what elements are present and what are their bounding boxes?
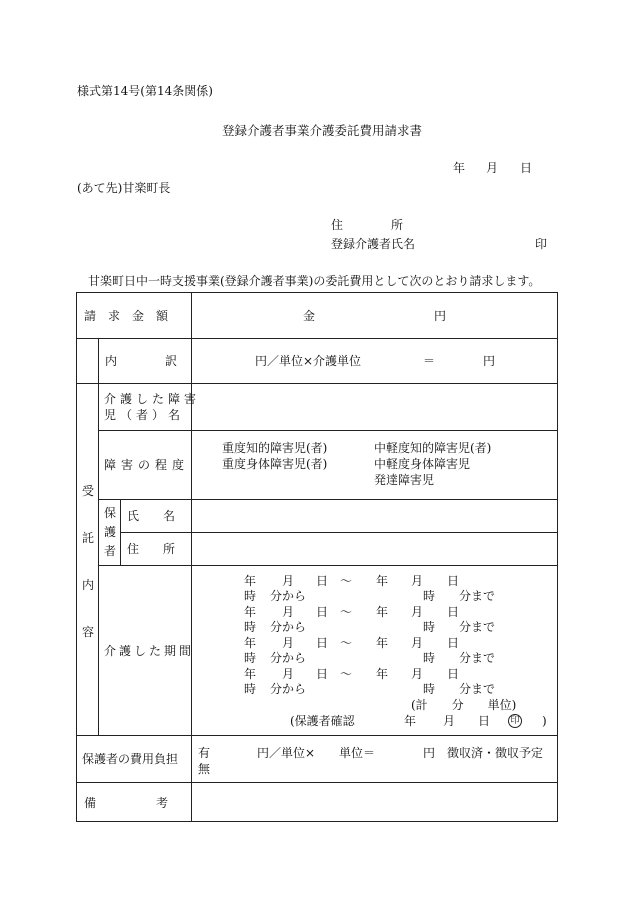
period-time-from: 分から — [270, 620, 307, 634]
side-label-taku: 託 — [82, 531, 95, 545]
period-date-m: 月 — [282, 574, 295, 588]
period-time-h: 時 — [244, 682, 257, 696]
guardian-confirm-month: 月 — [443, 714, 456, 728]
period-time-from: 分から — [270, 589, 307, 603]
period-date-d: 日 — [316, 636, 329, 650]
burden-no[interactable]: 無 — [198, 762, 211, 776]
child-name-label-1: 介護した障害 — [104, 392, 201, 406]
period-time-to: 分まで — [459, 620, 496, 634]
period-date-tilde: 〜 — [340, 574, 353, 588]
severity-label: 障害の程度 — [104, 458, 190, 472]
severity-option-moderate-physical[interactable]: 中軽度身体障害児 — [374, 457, 471, 471]
burden-per-unit: 円／単位× — [257, 746, 316, 760]
period-date-m: 月 — [282, 605, 295, 619]
remarks-label: 備 考 — [84, 796, 169, 810]
page-title: 登録介護者事業介護委託費用請求書 — [222, 123, 423, 138]
guardian-side-2: 護 — [104, 525, 117, 539]
date-year: 年 — [453, 161, 466, 175]
period-date-m2: 月 — [411, 667, 424, 681]
period-time-from: 分から — [270, 682, 307, 696]
period-time-h: 時 — [244, 620, 257, 634]
breakdown-unit: 円 — [483, 354, 496, 368]
period-time-h: 時 — [244, 651, 257, 665]
period-date-tilde: 〜 — [340, 667, 353, 681]
period-date-d2: 日 — [447, 574, 460, 588]
severity-option-moderate-intellectual[interactable]: 中軽度知的障害児(者) — [374, 441, 492, 455]
period-date-m: 月 — [282, 667, 295, 681]
guardian-name-field[interactable] — [195, 503, 553, 529]
period-date-m2: 月 — [411, 636, 424, 650]
severity-option-severe-physical[interactable]: 重度身体障害児(者) — [222, 457, 328, 471]
form-number: 様式第14号(第14条関係) — [77, 84, 213, 98]
period-date-y: 年 — [244, 636, 257, 650]
breakdown-formula: 円／単位×介護単位 — [255, 354, 362, 368]
address-label: 住 所 — [331, 218, 404, 232]
period-date-d2: 日 — [447, 605, 460, 619]
side-label-nai: 内 — [82, 578, 95, 592]
remarks-field[interactable] — [195, 786, 553, 818]
burden-units: 単位＝ — [339, 746, 376, 760]
registrant-seal: 印 — [535, 237, 548, 251]
child-name-field[interactable] — [195, 387, 553, 427]
period-time-from: 分から — [270, 651, 307, 665]
period-time-h2: 時 — [423, 620, 436, 634]
period-date-y: 年 — [244, 574, 257, 588]
burden-status[interactable]: 徴収済・徴収予定 — [447, 746, 544, 760]
guardian-confirm-year: 年 — [404, 714, 417, 728]
guardian-side-3: 者 — [104, 544, 117, 558]
period-date-y2: 年 — [376, 574, 389, 588]
period-date-y: 年 — [244, 667, 257, 681]
period-date-y: 年 — [244, 605, 257, 619]
period-time-to: 分まで — [459, 589, 496, 603]
severity-option-severe-intellectual[interactable]: 重度知的障害児(者) — [222, 441, 328, 455]
period-date-d: 日 — [316, 574, 329, 588]
guardian-address-label: 住 所 — [127, 542, 176, 556]
billing-amount-unit: 円 — [434, 309, 447, 323]
burden-yen: 円 — [423, 746, 436, 760]
period-time-h: 時 — [244, 589, 257, 603]
breakdown-label: 内 訳 — [105, 354, 178, 368]
guardian-address-field[interactable] — [195, 536, 553, 562]
registrant-name-label: 登録介護者氏名 — [331, 237, 416, 251]
burden-yes[interactable]: 有 — [198, 746, 211, 760]
period-date-y2: 年 — [376, 605, 389, 619]
period-date-m: 月 — [282, 636, 295, 650]
period-date-d: 日 — [316, 667, 329, 681]
period-date-m2: 月 — [411, 574, 424, 588]
period-time-h2: 時 — [423, 651, 436, 665]
period-date-tilde: 〜 — [340, 636, 353, 650]
guardian-side-1: 保 — [104, 506, 117, 520]
burden-label: 保護者の費用負担 — [82, 752, 179, 766]
period-date-y2: 年 — [376, 667, 389, 681]
guardian-confirm-close: ) — [542, 714, 547, 728]
request-statement: 甘楽町日中一時支援事業(登録介護者事業)の委託費用として次のとおり請求します。 — [88, 274, 541, 288]
period-date-d: 日 — [316, 605, 329, 619]
period-time-to: 分まで — [459, 682, 496, 696]
period-total: (計 分 単位) — [411, 698, 517, 712]
child-name-label-2: 児（者）名 — [104, 408, 185, 422]
period-date-y2: 年 — [376, 636, 389, 650]
period-date-d2: 日 — [447, 667, 460, 681]
period-date-d2: 日 — [447, 636, 460, 650]
breakdown-equals: ＝ — [423, 354, 436, 368]
guardian-confirm-label: (保護者確認 — [290, 714, 355, 728]
period-date-m2: 月 — [411, 605, 424, 619]
period-label: 介護した期間 — [104, 644, 195, 658]
guardian-confirm-seal[interactable]: 印 — [508, 713, 522, 728]
date-month: 月 — [486, 161, 499, 175]
addressee: (あて先)甘楽町長 — [77, 181, 171, 195]
guardian-confirm-day: 日 — [478, 714, 491, 728]
period-time-h2: 時 — [423, 589, 436, 603]
side-label-ju: 受 — [82, 484, 95, 498]
severity-option-developmental[interactable]: 発達障害児 — [374, 473, 435, 487]
period-time-to: 分まで — [459, 651, 496, 665]
guardian-name-label: 氏 名 — [127, 509, 176, 523]
period-date-tilde: 〜 — [340, 605, 353, 619]
billing-amount-prefix: 金 — [303, 309, 316, 323]
period-time-h2: 時 — [423, 682, 436, 696]
billing-amount-label: 請 求 金 額 — [84, 309, 169, 323]
side-label-you: 容 — [82, 625, 95, 639]
date-day: 日 — [520, 161, 533, 175]
